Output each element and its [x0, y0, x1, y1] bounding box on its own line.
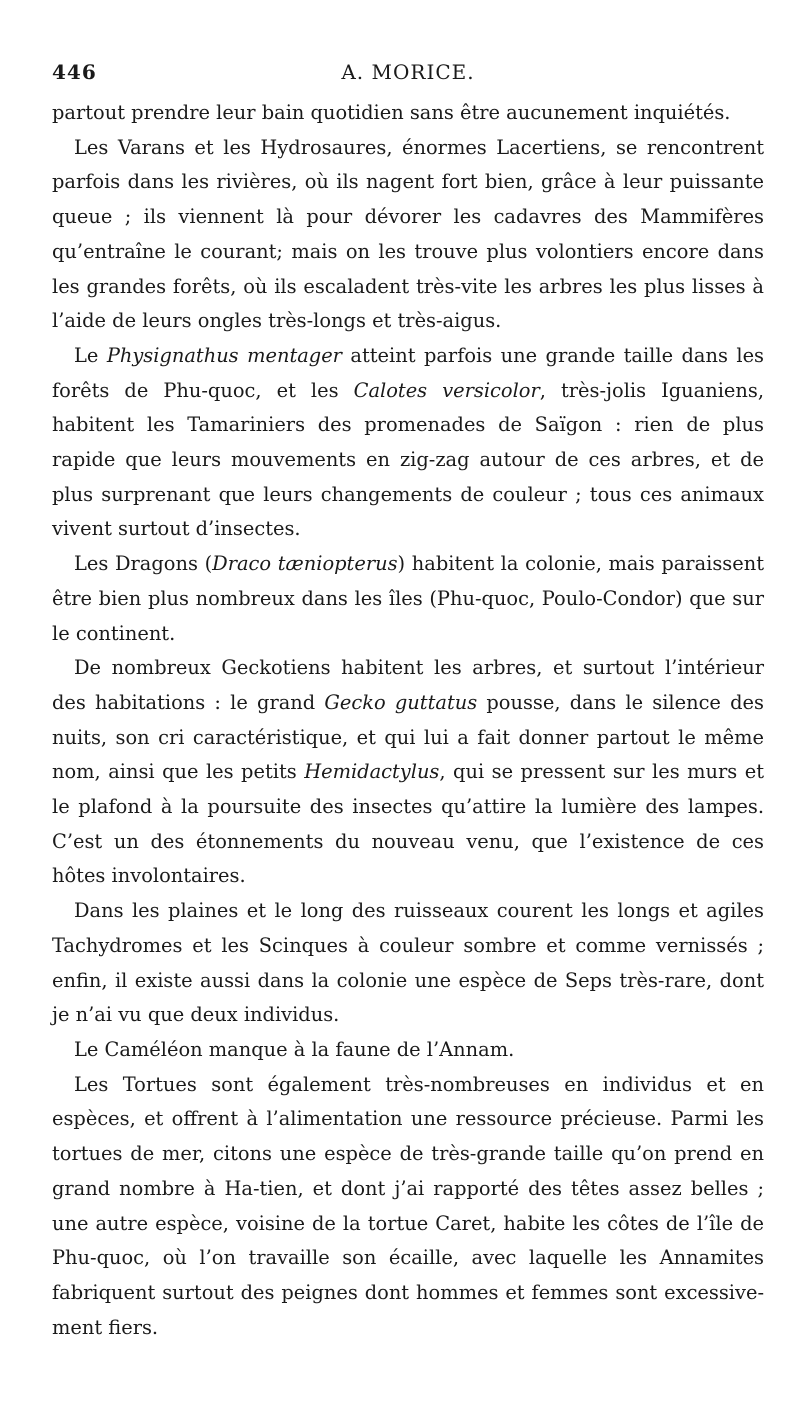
species-name: Gecko guttatus [324, 690, 478, 714]
text-segment: Le [74, 343, 107, 367]
paragraph-8 [52, 1068, 764, 1346]
running-header [52, 60, 764, 96]
text-segment: ) habitent la colonie, mais paraissent être bien plus nombreux dans les îles (Phu-quoc, Poulo-Condor) que sur le continent. [52, 552, 764, 645]
text-segment: Les Varans et les Hydrosaures, énormes Lacertiens, se rencontrent parfois dans les rivières, où ils nagent fort bien, grâce à leur puissante queue ; ils viennent là pour dévorer les cadavres des Mammifères qu’entraîne le courant; mais on les trouve plus volontiers encore dans les grandes forêts, où ils escaladent très-vite les arbres les plus lisses à l’aide de leurs ongles très-longs et très-aigus. [52, 135, 764, 333]
paragraph-7 [52, 1033, 764, 1068]
text-segment: Les Tortues sont également très-nombreuses en individus et en espèces, et offrent à l’alimentation une ressource précieuse. Parmi les tortues de mer, citons une espèce de très-grande taille qu’on prend en grand nombre à Ha-tien, et dont j’ai rapporté des têtes assez belles ; une autre espèce, voisine de la tortue Caret, habite les côtes de l’île de Phu-quoc, où l’on travaille son écaille, avec laquelle les Annamites fabriquent surtout des peignes dont hommes et femmes sont excessivement fiers. [52, 1072, 764, 1339]
paragraph-2 [52, 131, 764, 339]
text-segment: Les Dragons ( [74, 552, 213, 576]
text-segment: , qui se pressent sur les murs et le plafond à la poursuite des insectes qu’attire la lumière des lampes. C’est un des étonnements du nouveau venu, que l’existence de ces hôtes involontaires. [52, 760, 764, 888]
body-text [52, 96, 764, 1345]
document-page [52, 60, 764, 1400]
text-segment: atteint parfois une grande taille dans les forêts de Phu-quoc, et les [52, 343, 764, 402]
paragraph-4 [52, 547, 764, 651]
text-segment: Le Caméléon manque à la faune de l’Annam. [74, 1037, 515, 1061]
text-segment: , très-jolis Iguaniens, habitent les Tamariniers des promenades de Saïgon : rien de plus rapide que leurs mouvements en zig-zag autour de ces arbres, et de plus surprenant que leurs changements de couleur ; tous ces animaux vivent surtout d’insectes. [52, 378, 765, 541]
paragraph-1 [52, 96, 764, 131]
species-name: Physignathus mentager [106, 343, 342, 367]
text-segment: partout prendre leur bain quotidien sans être aucunement inquiétés. [52, 101, 731, 124]
paragraph-5 [52, 651, 764, 894]
species-name: Hemidactylus [304, 760, 440, 784]
page-number: 446 [52, 60, 97, 84]
species-name: Calotes versicolor [353, 378, 540, 402]
running-title: A. MORICE. [341, 60, 475, 84]
text-segment: De nombreux Geckotiens habitent les arbres, et surtout l’intérieur des habitations : le grand [52, 656, 764, 714]
paragraph-3 [52, 339, 764, 547]
text-segment: Dans les plaines et le long des ruisseaux courent les longs et agiles Tachydromes et les Scinques à couleur sombre et comme vernissés ; enfin, il existe aussi dans la colonie une espèce de Seps très-rare, dont je n’ai vu que deux individus. [52, 899, 764, 1027]
species-name: Draco tæniopterus [212, 552, 398, 576]
text-segment: pousse, dans le silence des nuits, son cri caractéristique, et qui lui a fait donner partout le même nom, ainsi que les petits [52, 690, 764, 784]
paragraph-6 [52, 894, 764, 1033]
